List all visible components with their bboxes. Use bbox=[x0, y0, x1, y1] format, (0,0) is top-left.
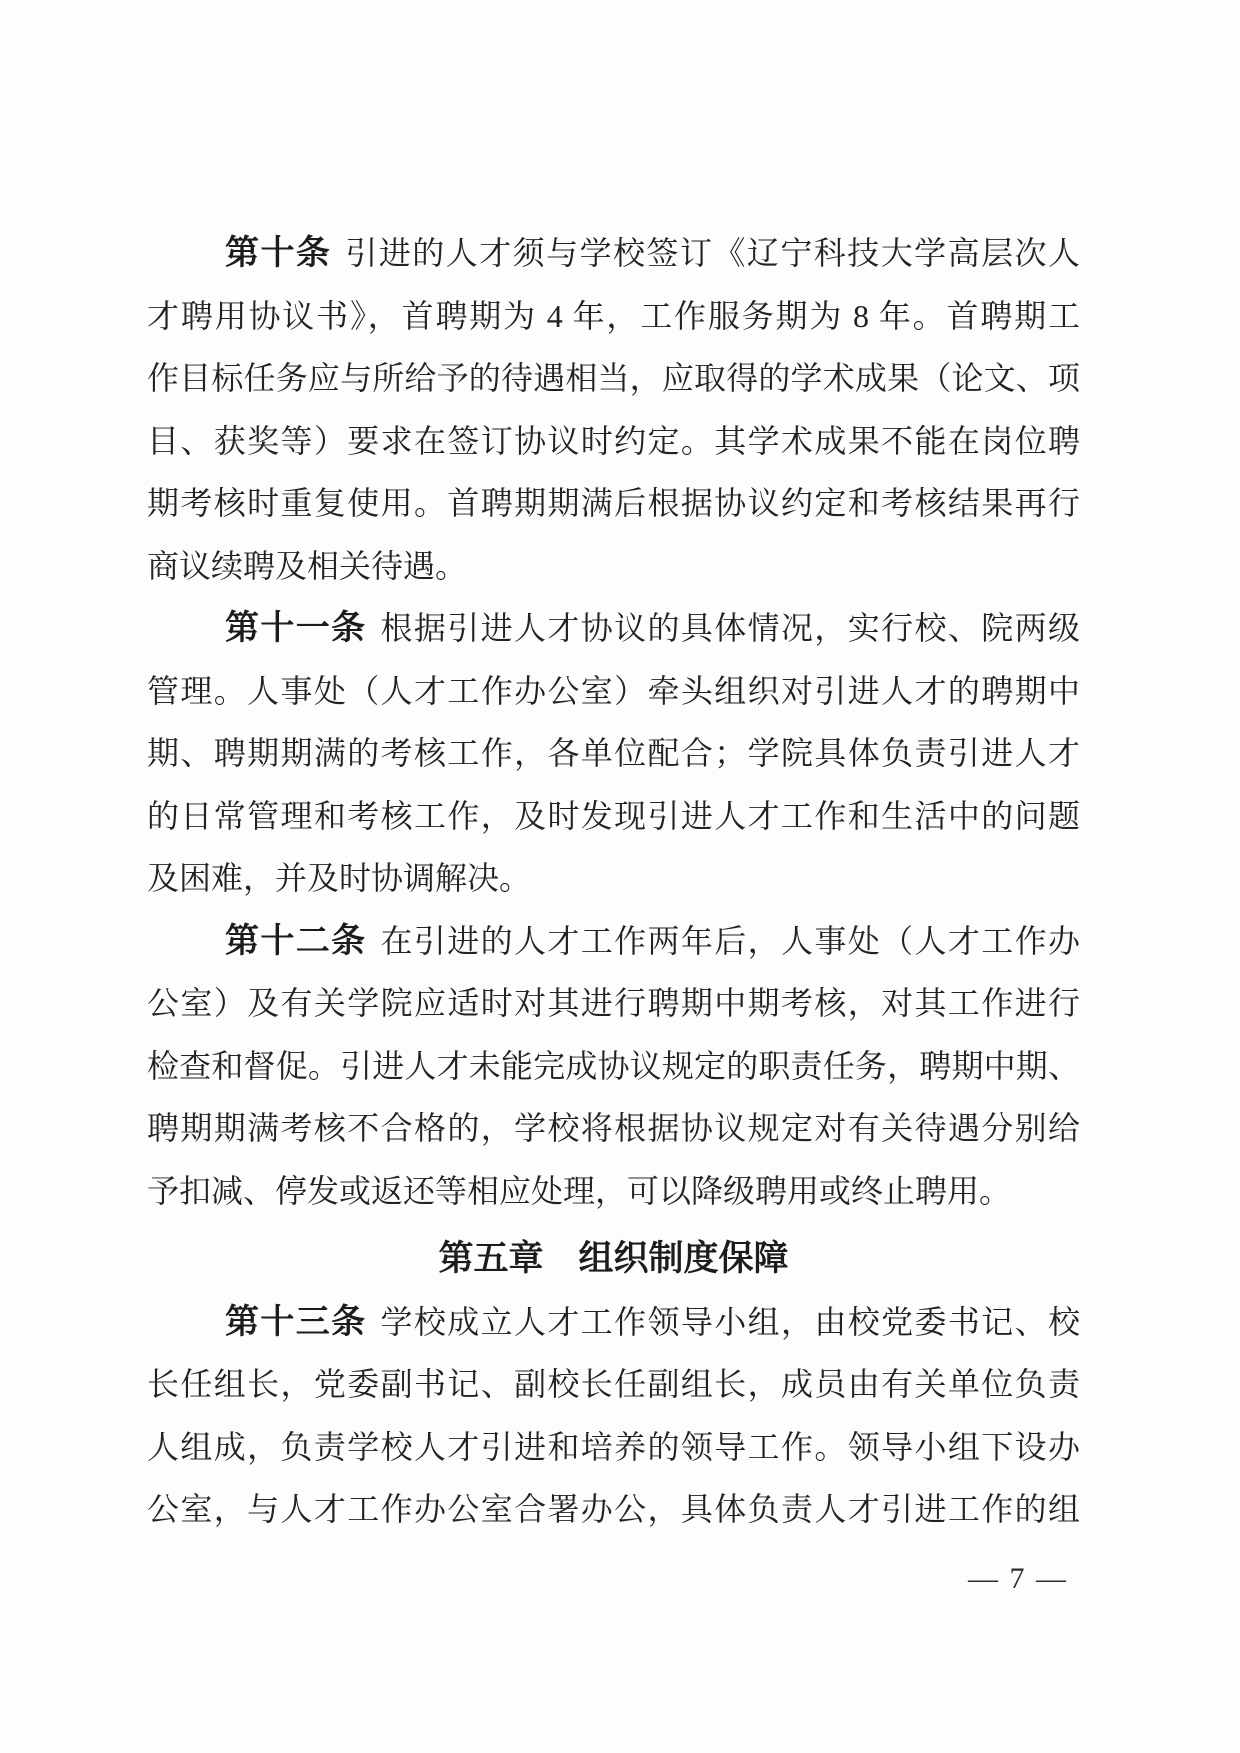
page-number: — 7 — bbox=[968, 1562, 1068, 1595]
text-line bbox=[147, 910, 1080, 973]
text-line: 作目标任务应与所给予的待遇相当，应取得的学术成果（论文、项 bbox=[147, 360, 1080, 396]
article-12-paragraph bbox=[147, 910, 1080, 1223]
text-line-content: 在引进的人才工作两年后，人事处（人才工作办 bbox=[380, 922, 1080, 959]
article-13-paragraph bbox=[147, 1291, 1080, 1541]
text-line: 管理。人事处（人才工作办公室）牵头组织对引进人才的聘期中 bbox=[147, 672, 1080, 709]
text-line bbox=[147, 597, 1080, 660]
text-line: 聘期期满考核不合格的，学校将根据协议规定对有关待遇分别给 bbox=[147, 1110, 1080, 1146]
article-11-label: 第十一条 bbox=[225, 609, 367, 647]
text-line: 目、获奖等）要求在签订协议时约定。其学术成果不能在岗位聘 bbox=[147, 422, 1080, 459]
text-line: 人组成，负责学校人才引进和培养的领导工作。领导小组下设办 bbox=[147, 1428, 1080, 1465]
text-line: 商议续聘及相关待遇。 bbox=[147, 547, 468, 584]
text-line: 公室）及有关学院应适时对其进行聘期中期考核，对其工作进行 bbox=[147, 985, 1080, 1021]
text-line: 长任组长，党委副书记、副校长任副组长，成员由有关单位负责 bbox=[147, 1366, 1080, 1402]
article-13-label: 第十三条 bbox=[225, 1302, 367, 1341]
document-body bbox=[147, 222, 1080, 1541]
article-12-label: 第十二条 bbox=[225, 921, 367, 960]
chapter-heading: 第五章 组织制度保障 bbox=[438, 1239, 789, 1278]
text-line bbox=[147, 1291, 1080, 1354]
text-line: 的日常管理和考核工作，及时发现引进人才工作和生活中的问题 bbox=[147, 797, 1080, 834]
article-10-label: 第十条 bbox=[225, 234, 332, 272]
text-line-content: 根据引进人才协议的具体情况，实行校、院两级 bbox=[380, 610, 1080, 646]
text-line: 公室，与人才工作办公室合署办公，具体负责人才引进工作的组 bbox=[147, 1491, 1080, 1527]
text-line: 及困难，并及时协调解决。 bbox=[147, 860, 532, 896]
text-line: 予扣减、停发或返还等相应处理，可以降级聘用或终止聘用。 bbox=[147, 1172, 1012, 1209]
text-line bbox=[147, 222, 1080, 285]
article-10-paragraph bbox=[147, 222, 1080, 597]
article-11-paragraph bbox=[147, 597, 1080, 910]
text-line: 期考核时重复使用。首聘期期满后根据协议约定和考核结果再行 bbox=[147, 485, 1080, 521]
text-line: 检查和督促。引进人才未能完成协议规定的职责任务，聘期中期、 bbox=[147, 1047, 1080, 1084]
text-line: 才聘用协议书》，首聘期为 4 年，工作服务期为 8 年。首聘期工 bbox=[147, 297, 1080, 334]
text-line-content: 引进的人才须与学校签订《辽宁科技大学高层次人 bbox=[345, 235, 1080, 271]
text-line-content: 学校成立人才工作领导小组，由校党委书记、校 bbox=[380, 1303, 1080, 1340]
text-line: 期、聘期期满的考核工作，各单位配合；学院具体负责引进人才 bbox=[147, 735, 1080, 771]
